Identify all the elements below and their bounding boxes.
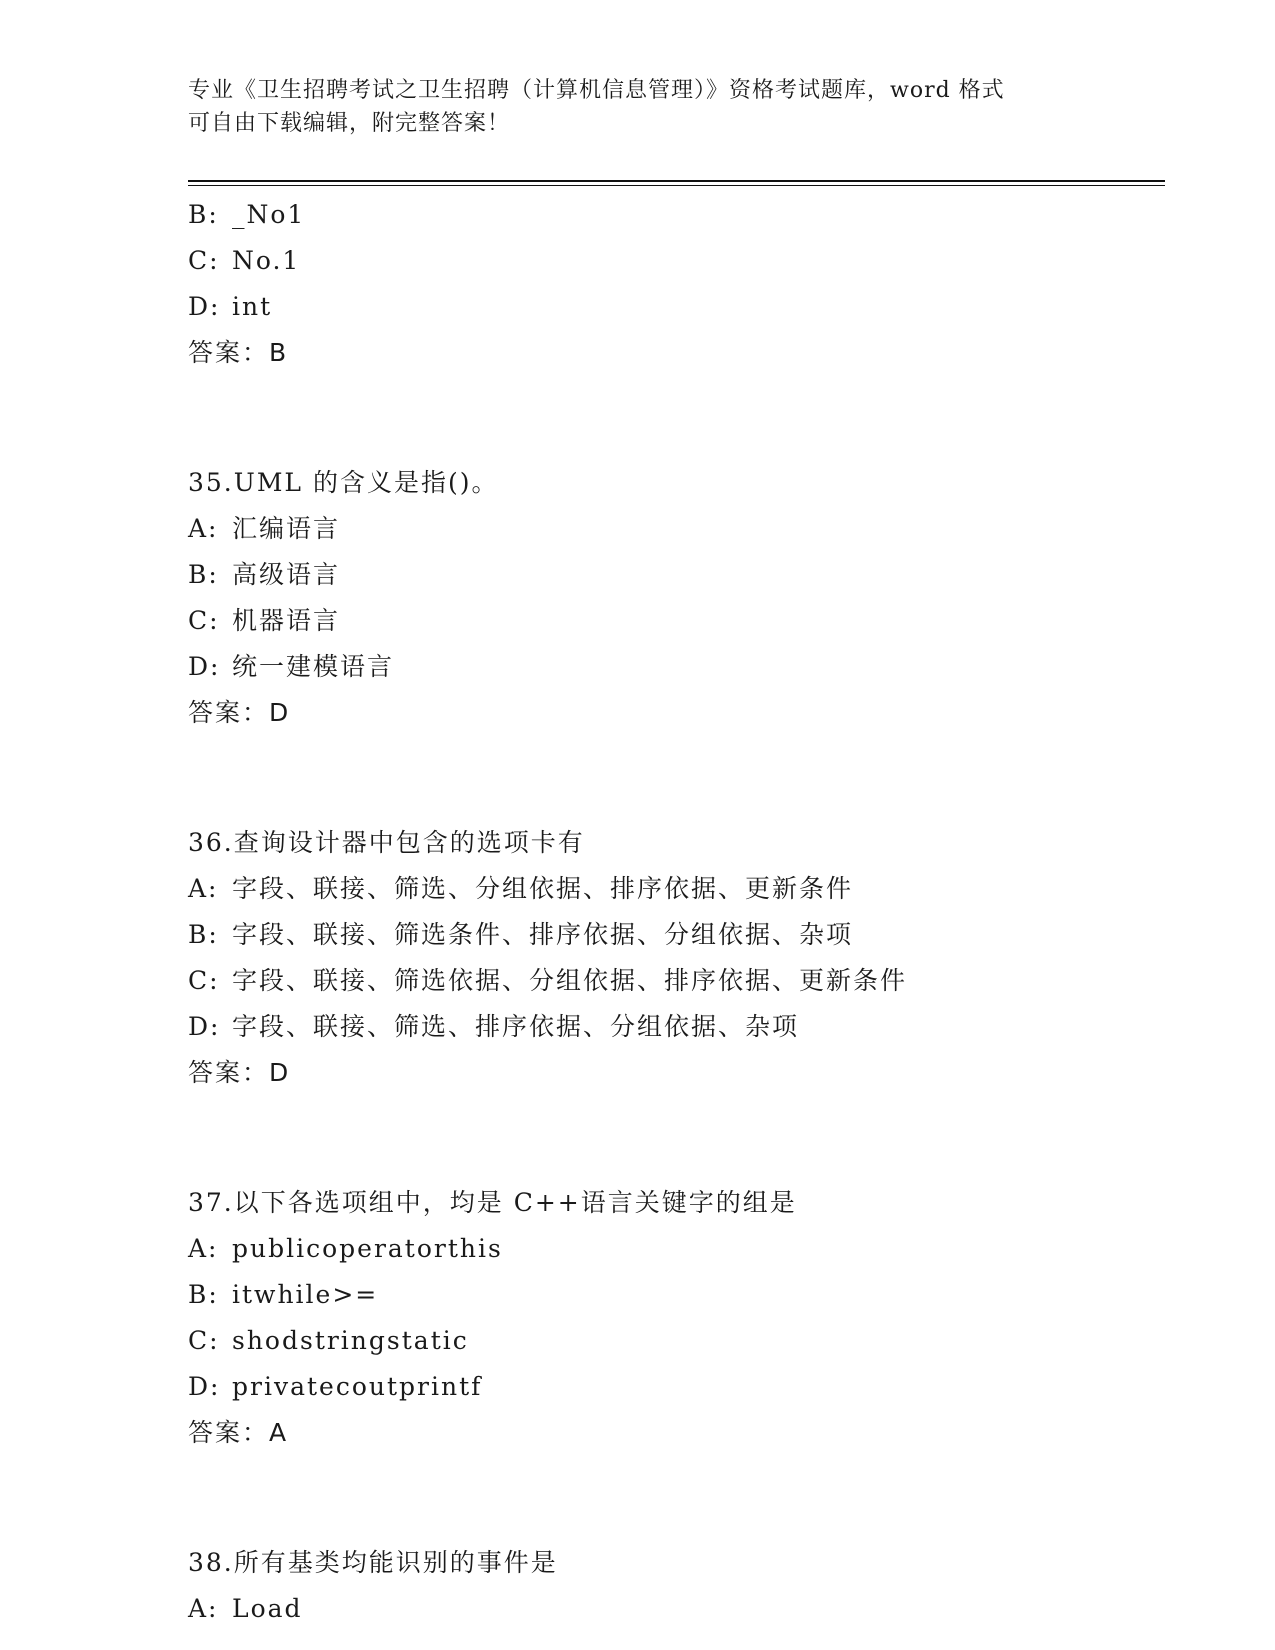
option-text: No.1 [232, 246, 301, 275]
question-list [188, 192, 1168, 1632]
option-letter: D: [188, 1012, 221, 1041]
option-text: 字段、联接、筛选依据、分组依据、排序依据、更新条件 [232, 966, 908, 995]
question-stem: 36.查询设计器中包含的选项卡有 [188, 828, 585, 857]
option-letter: B: [188, 560, 219, 589]
option-c [188, 1318, 1168, 1364]
option-letter: B: [188, 1280, 219, 1309]
header-divider-thick [188, 180, 1165, 182]
option-d [188, 644, 1168, 690]
document-header [188, 74, 1088, 140]
option-letter: B: [188, 200, 219, 229]
answer-line: 答案：D [188, 1058, 291, 1087]
option-letter: D: [188, 292, 221, 321]
answer-line: 答案：D [188, 698, 291, 727]
option-letter: A: [188, 1234, 219, 1263]
option-letter: C: [188, 1326, 220, 1355]
question-stem: 35.UML 的含义是指()。 [188, 468, 499, 497]
option-text: itwhile>= [232, 1280, 379, 1309]
option-a [188, 866, 1168, 912]
question-stem: 37.以下各选项组中，均是 C++语言关键字的组是 [188, 1188, 797, 1217]
option-d [188, 284, 1168, 330]
answer-line: 答案：A [188, 1418, 289, 1447]
option-text: _No1 [232, 200, 306, 229]
question-stem: 38.所有基类均能识别的事件是 [188, 1548, 558, 1577]
option-b [188, 912, 1168, 958]
option-text: publicoperatorthis [232, 1234, 503, 1263]
option-a [188, 506, 1168, 552]
option-c [188, 958, 1168, 1004]
option-letter: D: [188, 652, 221, 681]
answer-line: 答案：B [188, 338, 289, 367]
option-d [188, 1364, 1168, 1410]
option-letter: C: [188, 246, 220, 275]
header-line-1: 专业《卫生招聘考试之卫生招聘（计算机信息管理）》资格考试题库，word 格式 [188, 78, 1005, 103]
option-letter: A: [188, 1594, 219, 1623]
option-text: 统一建模语言 [232, 652, 395, 681]
option-letter: C: [188, 966, 220, 995]
option-text: Load [232, 1594, 303, 1623]
option-b [188, 192, 1168, 238]
option-text: 字段、联接、筛选、分组依据、排序依据、更新条件 [232, 874, 854, 903]
option-c [188, 598, 1168, 644]
header-divider-thin [188, 185, 1165, 186]
option-text: 高级语言 [232, 560, 341, 589]
option-letter: A: [188, 874, 219, 903]
option-letter: B: [188, 920, 219, 949]
option-text: shodstringstatic [232, 1326, 469, 1355]
option-text: 字段、联接、筛选、排序依据、分组依据、杂项 [232, 1012, 800, 1041]
option-b [188, 552, 1168, 598]
option-c [188, 238, 1168, 284]
option-a [188, 1586, 1168, 1632]
option-letter: A: [188, 514, 219, 543]
option-letter: C: [188, 606, 220, 635]
option-b [188, 1272, 1168, 1318]
option-text: privatecoutprintf [232, 1372, 483, 1401]
option-text: 汇编语言 [232, 514, 341, 543]
option-text: 机器语言 [232, 606, 341, 635]
option-letter: D: [188, 1372, 221, 1401]
option-a [188, 1226, 1168, 1272]
option-d [188, 1004, 1168, 1050]
option-text: int [232, 292, 273, 321]
option-text: 字段、联接、筛选条件、排序依据、分组依据、杂项 [232, 920, 854, 949]
header-line-2: 可自由下载编辑，附完整答案！ [188, 111, 511, 136]
